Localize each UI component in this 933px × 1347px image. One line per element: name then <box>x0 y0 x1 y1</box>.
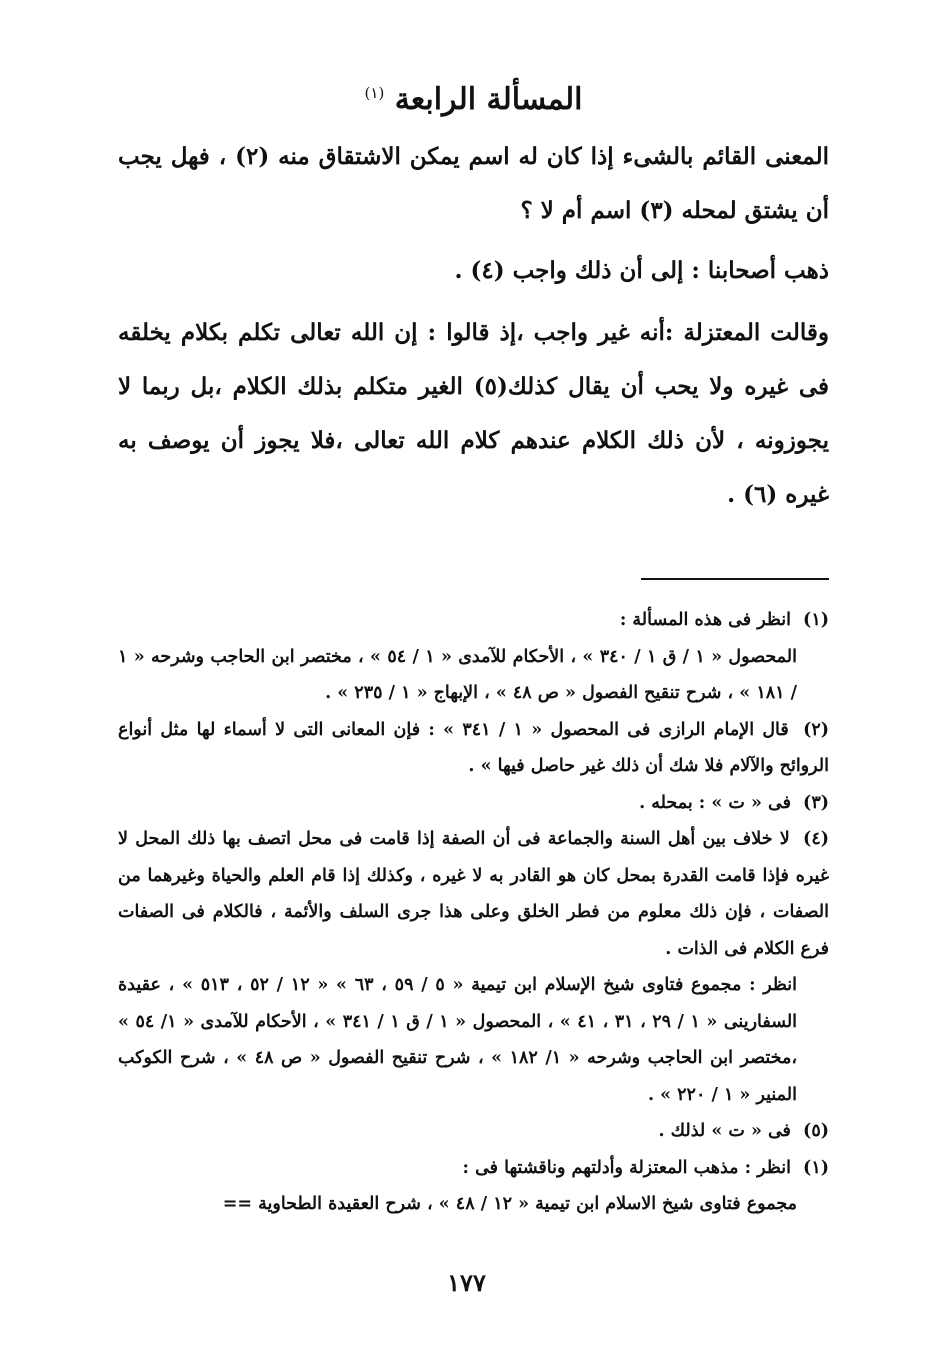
page-number: ١٧٧ <box>447 1268 486 1297</box>
title-text: المسألة الرابعة <box>394 82 583 117</box>
footnote-lead: فى « ت » لذلك . <box>658 1121 791 1141</box>
paragraph-2: ذهب أصحابنا : إلى أن ذلك واجب (٤) . <box>454 257 829 284</box>
footnote-1-body: المحصول « ١ / ق ١ / ٣٤٠ » ، الأحكام للآمدى « ١ / ٥٤ » ، مختصر ابن الحاجب وشرحه « ١ / ١٨١ » ، شرح تنقيح الفصول « ص ٤٨ » ، الإبهاج « ١ / ٢٣٥ » . <box>118 646 797 703</box>
footnote-number: (١) <box>803 1157 829 1178</box>
footnote-4 <box>118 821 829 967</box>
footnote-6-body: مجموع فتاوى شيخ الاسلام ابن تيمية « ١٢ / ٤٨ » ، شرح العقيدة الطحاوية == <box>222 1194 797 1214</box>
footnote-number: (٢) <box>803 719 830 740</box>
main-text <box>118 130 829 522</box>
footnote-lead: انظر : مذهب المعتزلة وأدلتهم وناقشتها فى : <box>462 1157 791 1178</box>
footnotes <box>118 602 829 1223</box>
footnote-number: (٥) <box>803 1121 829 1141</box>
page-title <box>118 78 829 122</box>
footnote-3 <box>118 785 829 822</box>
footnote-number: (٤) <box>803 829 829 849</box>
footnote-1 <box>118 602 829 639</box>
footnote-number: (١) <box>803 610 829 630</box>
footnote-lead: قال الإمام الرازى فى المحصول « ١ / ٣٤١ » : فإن المعانى التى لا أسماء لها مثل أنواع الروائح والآلام فلا شك أن ذلك غير حاصل فيها » . <box>118 719 829 776</box>
footnote-4-body: انظر : مجموع فتاوى شيخ الإسلام ابن تيمية « ٥ / ٥٩ ، ٦٣ » « ١٢ / ٥٢ ، ٥١٣ » ، عقيدة السفارينى « ١ / ٢٩ ، ٣١ ، ٤١ » ، المحصول « ١ / ق ١ / ٣٤١ » ، الأحكام للآمدى « ١/ ٥٤ » ،مختصر ابن الحاجب وشرحه « ١/ ١٨٢ » ، شرح تنقيح الفصول « ص ٤٨ » ، شرح الكوكب المنير « ١ / ٢٢٠ » . <box>118 975 798 1105</box>
paragraph-1: المعنى القائم بالشىء إذا كان له اسم يمكن الاشتقاق منه (٢) ، فهل يجب أن يشتق لمحله (٣) اسم أم لا ؟ <box>118 143 829 224</box>
footnote-divider <box>641 578 829 580</box>
footnote-number: (٣) <box>803 792 829 813</box>
footnote-2 <box>118 712 829 785</box>
footnote-lead: لا خلاف بين أهل السنة والجماعة فى أن الصفة إذا قامت فى محل اتصف بها ذلك المحل لا غيره فإذا قامت القدرة بمحل كان هو القادر به لا غيره ، وكذلك إذا قام العلم والحياة وغيرهما من الصفات ، فإن ذلك معلوم من فطر الخلق وعلى هذا جرى السلف والأئمة ، فالكلام فى الصفات فرع الكلام فى الذات . <box>118 829 829 959</box>
title-footnote-ref: (١) <box>364 84 385 102</box>
footnote-6 <box>118 1150 829 1187</box>
footnote-lead: فى « ت » : بمحله . <box>639 792 791 813</box>
paragraph-3: وقالت المعتزلة :أنه غير واجب ،إذ قالوا : إن الله تعالى تكلم بكلام يخلقه فى غيره ولا يحب أن يقال كذلك(٥) الغير متكلم بذلك الكلام ،بل ربما لا يجوزونه ، لأن ذلك الكلام عندهم كلام الله تعالى ،فلا يجوز أن يوصف به غيره (٦) . <box>118 319 830 508</box>
footnote-5 <box>118 1113 829 1150</box>
footnote-lead: انظر فى هذه المسألة : <box>619 610 791 630</box>
